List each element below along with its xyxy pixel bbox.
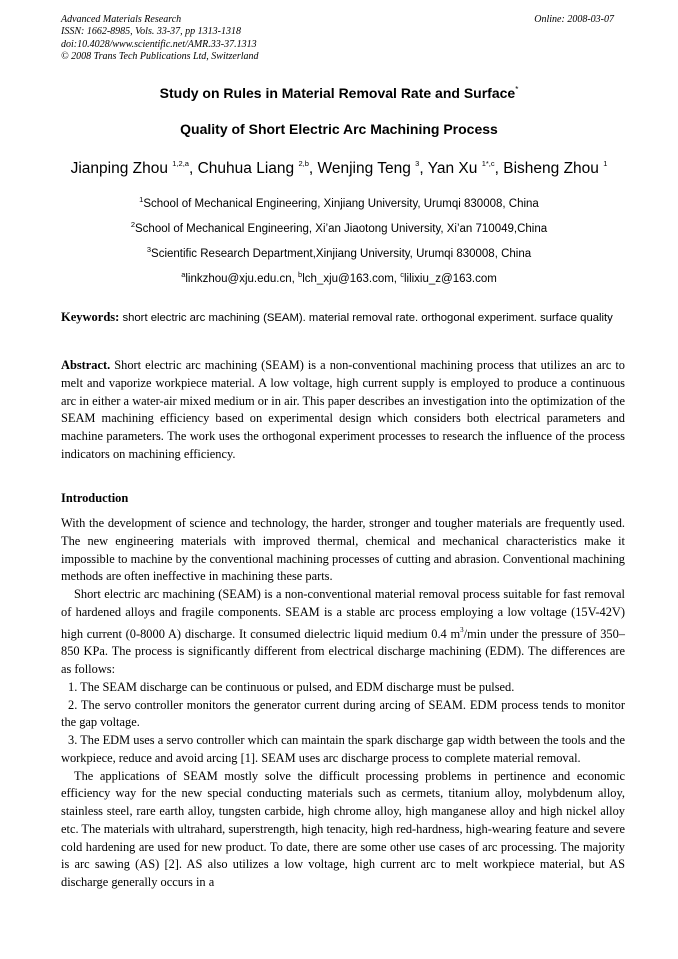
keywords-text: short electric arc machining (SEAM). material removal rate. orthogonal experiment. surface quality xyxy=(119,312,613,324)
affiliation-mark: 1 xyxy=(139,195,144,204)
title-footnote-mark: * xyxy=(515,85,519,94)
intro-list-item-1: 1. The SEAM discharge can be continuous or pulsed, and EDM discharge must be pulsed. xyxy=(68,679,515,694)
email-line xyxy=(0,270,678,285)
author-2 xyxy=(198,160,318,177)
introduction-heading: Introduction xyxy=(61,491,129,505)
intro-p2-text-a: Short electric arc machining (SEAM) is a non-conventional material removal process suitable for fast removal of hardened alloys and fragile components. SEAM is a stable arc process employing a low voltage (15V-42V) high current (0-8000 A) discharge. It consumed dielectric liquid medium 0.4 m xyxy=(61,587,625,641)
intro-paragraph-2 xyxy=(61,586,625,679)
journal-issn: ISSN: 1662-8985, Vols. 33-37, pp 1313-1318 xyxy=(61,26,241,38)
email-a: linkzhou@xju.edu.cn, xyxy=(185,273,299,285)
email-mark: a xyxy=(181,270,186,279)
email-mark: c xyxy=(400,270,404,279)
abstract-paragraph xyxy=(61,357,625,464)
affiliation-3 xyxy=(0,245,678,260)
intro-list-item-3: 3. The EDM uses a servo controller which can maintain the spark discharge gap width between the tools and the workpiece, reduce and avoid arcing [1]. SEAM uses arc discharge process to complete material removal. xyxy=(61,733,625,765)
intro-paragraph-3: The applications of SEAM mostly solve the difficult processing problems in pertinence and economic efficiency way for the new special conducting materials such as cermets, titanium alloy, molybdenum alloy, stainless steel, rare earth alloy, tungsten carbide, high chrome alloy, high manganese alloy and high nickel alloy etc. The materials with ultrahard, superstrength, high tenacity, high red-hardness, high-wearing feature and severe cold hardening are used for new product. To date, there are some other use cases of arc processing. The majority is arc sawing (AS) [2]. AS also utilizes a low voltage, high current arc to melt workpiece material, but AS discharge generally occurs in a xyxy=(61,768,625,889)
affiliation-text: School of Mechanical Engineering, Xi’an Jiaotong University, Xi’an 710049,China xyxy=(135,223,548,235)
author-name: Yan Xu xyxy=(427,160,478,177)
author-affil-mark: 1 xyxy=(603,159,608,168)
paper-title-line-2: Quality of Short Electric Arc Machining Process xyxy=(180,121,498,137)
introduction-body xyxy=(61,515,625,892)
author-1 xyxy=(71,160,198,177)
keywords xyxy=(61,308,625,327)
affiliation-mark: 3 xyxy=(146,245,152,254)
author-separator: , xyxy=(308,160,318,177)
author-5 xyxy=(503,160,607,177)
author-4 xyxy=(428,160,504,177)
abstract-label: Abstract. xyxy=(61,358,111,372)
email-mark: b xyxy=(298,270,303,279)
affiliation-2 xyxy=(0,220,678,235)
author-affil-mark: 2,b xyxy=(298,159,309,168)
affiliation-1 xyxy=(0,195,678,210)
keywords-label: Keywords: xyxy=(61,310,120,324)
email-b: lch_xju@163.com, xyxy=(302,273,401,285)
journal-doi: doi:10.4028/www.scientific.net/AMR.33-37.1313 xyxy=(61,38,257,50)
paper-title-line-1 xyxy=(0,85,678,101)
author-affil-mark: 1,2,a xyxy=(172,159,189,168)
intro-list-item-2: 2. The servo controller monitors the generator current during arcing of SEAM. EDM process tends to monitor the gap voltage. xyxy=(61,697,625,730)
email-c: lilixiu_z@163.com xyxy=(403,273,497,285)
online-date: Online: 2008-03-07 xyxy=(534,14,614,25)
author-3 xyxy=(318,160,428,177)
author-name: Jianping Zhou xyxy=(70,160,168,177)
affiliation-text: School of Mechanical Engineering, Xinjiang University, Urumqi 830008, China xyxy=(143,198,539,210)
journal-name: Advanced Materials Research xyxy=(61,14,182,25)
author-name: Wenjing Teng xyxy=(317,160,411,177)
intro-p2-text-b: /min under the pressure of 350–850 KPa. The process is significantly different from electrical discharge machining (EDM). The differences are as follows: xyxy=(61,626,626,676)
affiliation-text: Scientific Research Department,Xinjiang University, Urumqi 830008, China xyxy=(151,248,532,260)
author-affil-mark: 1*,c xyxy=(481,159,495,168)
intro-paragraph-1: With the development of science and technology, the harder, stronger and tougher materials are frequently used. The new engineering materials with improved thermal, chemical and mechanical characteristics make it impossible to machine by the conventional machining processes of cutting and abrasion. Conventional machining methods are often ineffective in machining these parts. xyxy=(61,516,625,584)
author-affil-mark: 3 xyxy=(415,159,420,168)
abstract xyxy=(61,357,625,464)
journal-copyright: © 2008 Trans Tech Publications Ltd, Switzerland xyxy=(61,50,259,62)
abstract-text: Short electric arc machining (SEAM) is a non-conventional machining process that utilizes an arc to melt and vaporize workpiece material. A low voltage, high current supply is employed to produce a continuous arc in either a water-air mixed medium or in air. This paper describes an investigation into the optimization of the SEAM machining efficiency based on experimental design which considers both electrical parameters and machine parameters. The work uses the orthogonal experiment processes to research the influence of the process indicators on machining efficiency. xyxy=(61,358,625,461)
author-name: Bisheng Zhou xyxy=(503,160,599,177)
author-separator: , xyxy=(188,160,198,177)
author-separator: , xyxy=(419,160,428,177)
author-name: Chuhua Liang xyxy=(197,160,295,177)
affiliation-mark: 2 xyxy=(130,220,136,229)
journal-header xyxy=(61,14,259,63)
author-list xyxy=(0,159,678,178)
author-separator: , xyxy=(494,160,504,177)
title-text-1: Study on Rules in Material Removal Rate and Surface xyxy=(159,85,516,101)
intro-p2-sup: 3 xyxy=(460,625,464,634)
